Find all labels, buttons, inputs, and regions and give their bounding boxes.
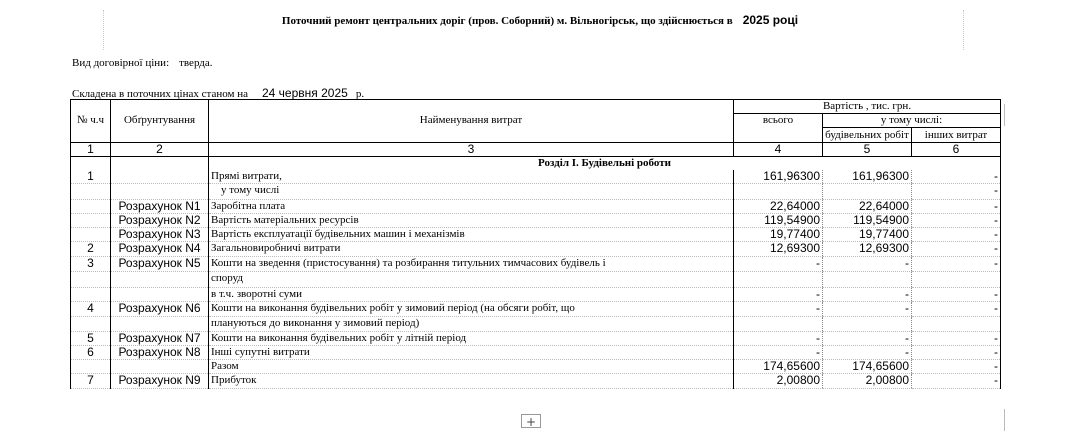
- compiled-date: 24 червня 2025: [262, 86, 348, 100]
- row-construction: -: [823, 288, 912, 302]
- row-other: -: [912, 360, 1001, 374]
- estimate-rows: [71, 170, 1001, 389]
- row-name: Заробітна плата: [209, 200, 734, 214]
- row-construction: 12,69300: [823, 242, 912, 257]
- row-total: [734, 272, 823, 288]
- row-number: [71, 214, 111, 228]
- row-name: Прямі витрати,: [209, 170, 734, 184]
- header-total: всього: [734, 114, 823, 143]
- row-other: -: [912, 242, 1001, 257]
- row-number: 1: [71, 170, 111, 184]
- row-other: -: [912, 288, 1001, 302]
- row-construction: 22,64000: [823, 200, 912, 214]
- row-number: 3: [71, 257, 111, 272]
- table-row: [71, 257, 1001, 272]
- row-total: 174,65600: [734, 360, 823, 374]
- row-construction: 161,96300: [823, 170, 912, 184]
- table-row: [71, 302, 1001, 317]
- row-name: Вартість експлуатації будівельних машин і механізмів: [209, 228, 734, 242]
- row-name: Прибуток: [209, 374, 734, 389]
- table-row: [71, 374, 1001, 389]
- row-basis: Розрахунок N4: [111, 242, 209, 257]
- price-type-value: тверда.: [179, 57, 213, 69]
- row-basis: Розрахунок N5: [111, 257, 209, 272]
- compiled-prefix: Складена в поточних цінах станом на: [72, 88, 248, 100]
- row-total: 12,69300: [734, 242, 823, 257]
- expand-button[interactable]: +: [521, 414, 541, 428]
- title-text: Поточний ремонт центральних доріг (пров. Соборний) м. Вільногірськ, що здійснюється в: [281, 15, 733, 27]
- table-row: [71, 288, 1001, 302]
- row-other: -: [912, 257, 1001, 272]
- row-name: плануються до виконання у зимовий період): [209, 317, 734, 332]
- row-number: [71, 272, 111, 288]
- table-row: [71, 242, 1001, 257]
- row-total: 119,54900: [734, 214, 823, 228]
- row-total: [734, 184, 823, 200]
- row-total: -: [734, 332, 823, 346]
- row-name: Кошти на виконання будівельних робіт у зимовий період (на обсяги робіт, що: [209, 302, 734, 317]
- price-type-line: [72, 57, 213, 69]
- row-other: -: [912, 346, 1001, 360]
- col-number-3: 3: [209, 143, 734, 157]
- col-number-5: 5: [823, 143, 912, 157]
- row-number: 4: [71, 302, 111, 317]
- row-basis: [111, 184, 209, 200]
- row-construction: 119,54900: [823, 214, 912, 228]
- row-basis: Розрахунок N6: [111, 302, 209, 317]
- section-row: [71, 157, 1001, 171]
- row-basis: [111, 360, 209, 374]
- table-row: [71, 228, 1001, 242]
- col-number-4: 4: [734, 143, 823, 157]
- row-other: [912, 272, 1001, 288]
- row-number: [71, 288, 111, 302]
- row-construction: 19,77400: [823, 228, 912, 242]
- row-construction: [823, 184, 912, 200]
- table-row: [71, 360, 1001, 374]
- row-other: -: [912, 184, 1001, 200]
- row-number: 7: [71, 374, 111, 389]
- row-construction: -: [823, 257, 912, 272]
- row-construction: -: [823, 332, 912, 346]
- header-including: у тому числі:: [823, 114, 1001, 128]
- row-other: -: [912, 374, 1001, 389]
- row-number: 5: [71, 332, 111, 346]
- table-row: [71, 317, 1001, 332]
- row-name: Вартість матеріальних ресурсів: [209, 214, 734, 228]
- row-other: -: [912, 228, 1001, 242]
- row-other: -: [912, 214, 1001, 228]
- compiled-suffix: р.: [355, 88, 365, 100]
- row-number: [71, 228, 111, 242]
- row-name: Кошти на виконання будівельних робіт у літній період: [209, 332, 734, 346]
- col-number-2: 2: [111, 143, 209, 157]
- row-name: Загальновиробничі витрати: [209, 242, 734, 257]
- row-construction: -: [823, 346, 912, 360]
- col-number-1: 1: [71, 143, 111, 157]
- header-cost-group: Вартість , тис. грн.: [734, 100, 1001, 114]
- row-number: 2: [71, 242, 111, 257]
- table-row: [71, 332, 1001, 346]
- table-row: [71, 184, 1001, 200]
- document-title: [0, 13, 1080, 27]
- row-number: [71, 317, 111, 332]
- row-total: 161,96300: [734, 170, 823, 184]
- row-basis: [111, 170, 209, 184]
- row-name: Інші супутні витрати: [209, 346, 734, 360]
- section-title: Розділ І. Будівельні роботи: [209, 157, 1001, 171]
- row-number: [71, 360, 111, 374]
- row-other: -: [912, 302, 1001, 317]
- row-basis: Розрахунок N2: [111, 214, 209, 228]
- row-basis: Розрахунок N9: [111, 374, 209, 389]
- table-row: [71, 346, 1001, 360]
- header-row-1: [71, 100, 1001, 114]
- row-name: у тому числі: [209, 184, 734, 200]
- row-basis: [111, 272, 209, 288]
- right-edge-marker-bottom: [1004, 409, 1009, 431]
- row-construction: 2,00800: [823, 374, 912, 389]
- row-total: [734, 317, 823, 332]
- row-number: [71, 200, 111, 214]
- table-row: [71, 200, 1001, 214]
- row-basis: [111, 317, 209, 332]
- table-row: [71, 170, 1001, 184]
- row-other: -: [912, 170, 1001, 184]
- row-other: -: [912, 200, 1001, 214]
- row-total: -: [734, 346, 823, 360]
- right-edge-marker: [1004, 104, 1009, 126]
- row-basis: Розрахунок N7: [111, 332, 209, 346]
- table-row: [71, 214, 1001, 228]
- row-name: в т.ч. зворотні суми: [209, 288, 734, 302]
- row-name: Кошти на зведення (пристосування) та розбирання титульних тимчасових будівель і: [209, 257, 734, 272]
- row-construction: -: [823, 302, 912, 317]
- row-total: -: [734, 288, 823, 302]
- row-construction: [823, 317, 912, 332]
- compiled-date-line: [72, 86, 364, 100]
- row-basis: [111, 288, 209, 302]
- col-number-6: 6: [912, 143, 1001, 157]
- row-construction: [823, 272, 912, 288]
- header-col-num: № ч.ч: [71, 114, 111, 143]
- estimate-table: [70, 99, 1001, 389]
- row-number: 6: [71, 346, 111, 360]
- table-row: [71, 272, 1001, 288]
- header-col-name: Найменування витрат: [209, 114, 734, 143]
- header-construction: будівельних робіт: [823, 128, 912, 143]
- title-year: 2025 році: [742, 13, 799, 27]
- row-other: [912, 317, 1001, 332]
- row-construction: 174,65600: [823, 360, 912, 374]
- row-basis: Розрахунок N8: [111, 346, 209, 360]
- row-basis: Розрахунок N1: [111, 200, 209, 214]
- header-col-basis: Обґрунтування: [111, 114, 209, 143]
- row-name: споруд: [209, 272, 734, 288]
- row-other: -: [912, 332, 1001, 346]
- row-total: -: [734, 257, 823, 272]
- row-total: 19,77400: [734, 228, 823, 242]
- column-number-row: [71, 143, 1001, 157]
- row-total: 22,64000: [734, 200, 823, 214]
- row-total: 2,00800: [734, 374, 823, 389]
- row-name: Разом: [209, 360, 734, 374]
- header-other: інших витрат: [912, 128, 1001, 143]
- row-total: -: [734, 302, 823, 317]
- price-type-label: Вид договірної ціни:: [72, 57, 170, 69]
- row-basis: Розрахунок N3: [111, 228, 209, 242]
- row-number: [71, 184, 111, 200]
